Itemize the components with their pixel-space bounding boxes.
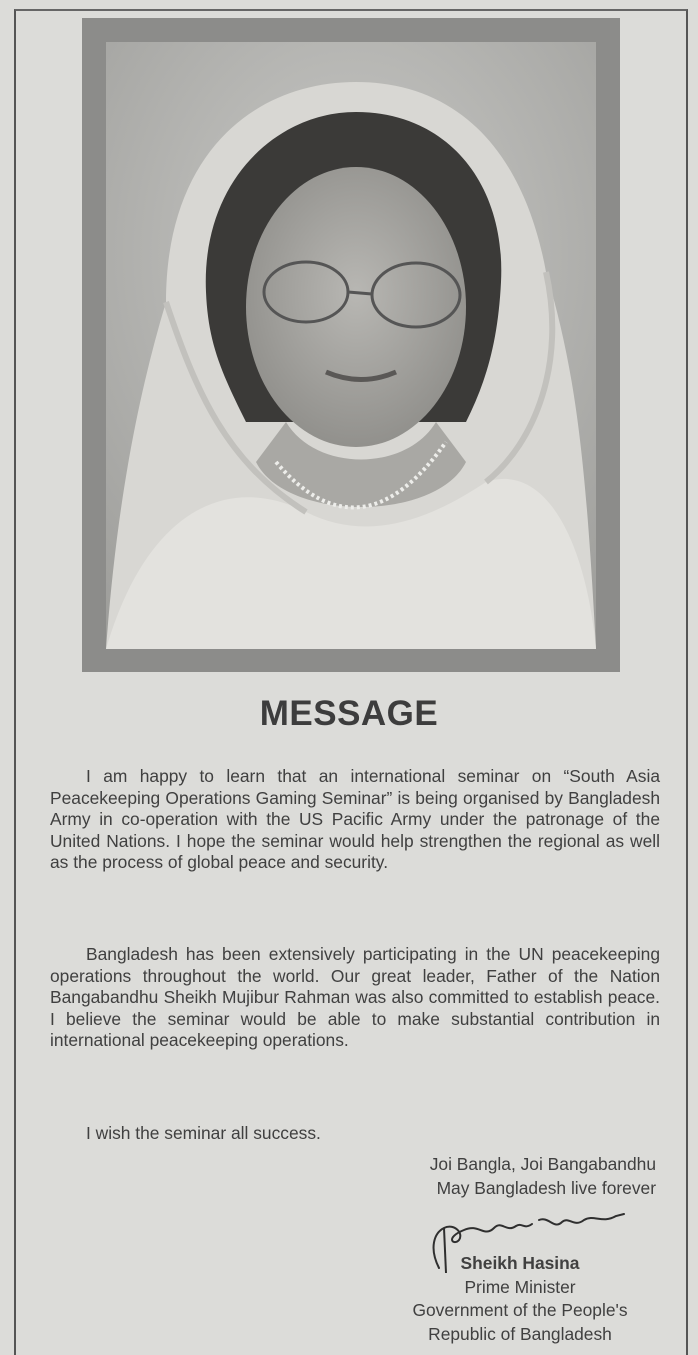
signatory-org-line-2: Republic of Bangladesh (428, 1323, 612, 1344)
portrait-photo (106, 42, 596, 649)
closing-line-2: May Bangladesh live forever (436, 1178, 656, 1198)
signatory-block (380, 1252, 660, 1346)
portrait-image (106, 42, 596, 649)
message-paragraph-1: I am happy to learn that an international seminar on “South Asia Peacekeeping Operations Gaming Seminar” is being organised by Bangladesh Army in co-operation with the US Pacific Army under the patronage of the United Nations. I hope the seminar would help strengthen the regional as well as the process of global peace and security. (50, 766, 660, 872)
signatory-title: Prime Minister (464, 1276, 576, 1297)
message-paragraph-2: Bangladesh has been extensively participating in the UN peacekeeping operations throughout the world. Our great leader, Father of the Nation Bangabandhu Sheikh Mujibur Rahman was also committed to establish peace. I believe the seminar would be able to make substantial contribution in international peacekeeping operations. (50, 944, 660, 1050)
message-paragraph-3: I wish the seminar all success. (86, 1123, 321, 1143)
closing-line-1: Joi Bangla, Joi Bangabandhu (429, 1154, 656, 1174)
signatory-name: Sheikh Hasina (460, 1253, 580, 1273)
page-title: MESSAGE (259, 694, 439, 733)
signatory-org-line-1: Government of the People's (412, 1300, 628, 1320)
portrait-frame (82, 18, 620, 672)
